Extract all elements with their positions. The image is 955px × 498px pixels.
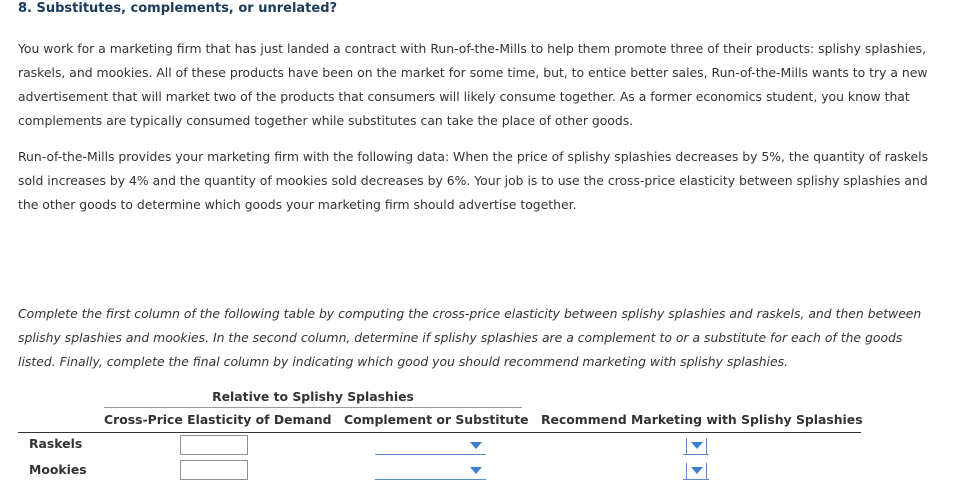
caret-down-icon — [691, 442, 703, 449]
caret-down-icon — [691, 467, 703, 474]
dropdown-edge — [686, 438, 687, 454]
super-header-divider — [104, 407, 522, 408]
complement-substitute-dropdown-raskels[interactable] — [375, 436, 486, 455]
header-divider — [18, 432, 861, 433]
recommend-dropdown-mookies[interactable] — [683, 461, 709, 480]
caret-down-icon — [470, 467, 482, 474]
dropdown-edge — [706, 463, 707, 479]
instructions-paragraph: Complete the first column of the following table by computing the cross-price elasticity between splishy splashies and raskels, and then between splishy splashies and mookies. In the second column, determine if splishy splashies are a complement to or a substitute for each of the goods listed. Finally, complete the final column by indicating which good you should recommend marketing with splishy splashies. — [18, 306, 922, 369]
question-title: 8. Substitutes, complements, or unrelated? — [18, 1, 338, 16]
column-header-recommend: Recommend Marketing with Splishy Splashies — [541, 412, 863, 427]
recommend-dropdown-raskels[interactable] — [683, 436, 709, 455]
intro-paragraph-2: Run-of-the-Mills provides your marketing firm with the following data: When the price of splishy splashies decreases by 5%, the quantity of raskels sold increases by 4% and the quantity of mookies sold decreases by 6%. Your job is to use the cross-price elasticity between splishy splashies and the other goods to determine which goods your marketing firm should advertise together. — [18, 149, 929, 212]
row-label-mookies: Mookies — [29, 462, 87, 477]
column-header-elasticity: Cross-Price Elasticity of Demand — [104, 412, 332, 427]
elasticity-input-raskels[interactable] — [180, 435, 248, 455]
caret-down-icon — [470, 442, 482, 449]
table-super-header: Relative to Splishy Splashies — [212, 389, 414, 404]
row-label-raskels: Raskels — [29, 436, 83, 451]
dropdown-edge — [706, 438, 707, 454]
dropdown-edge — [686, 463, 687, 479]
complement-substitute-dropdown-mookies[interactable] — [375, 461, 486, 480]
intro-paragraph-1: You work for a marketing firm that has just landed a contract with Run-of-the-Mills to help them promote three of their products: splishy splashies, raskels, and mookies. All of these products have been on the market for some time, but, to entice better sales, Run-of-the-Mills wants to try a new advertisement that will market two of the products that consumers will likely consume together. As a former economics student, you know that complements are typically consumed together while substitutes can take the place of other goods. — [18, 41, 928, 128]
elasticity-input-mookies[interactable] — [180, 460, 248, 480]
column-header-complement-substitute: Complement or Substitute — [344, 412, 529, 427]
